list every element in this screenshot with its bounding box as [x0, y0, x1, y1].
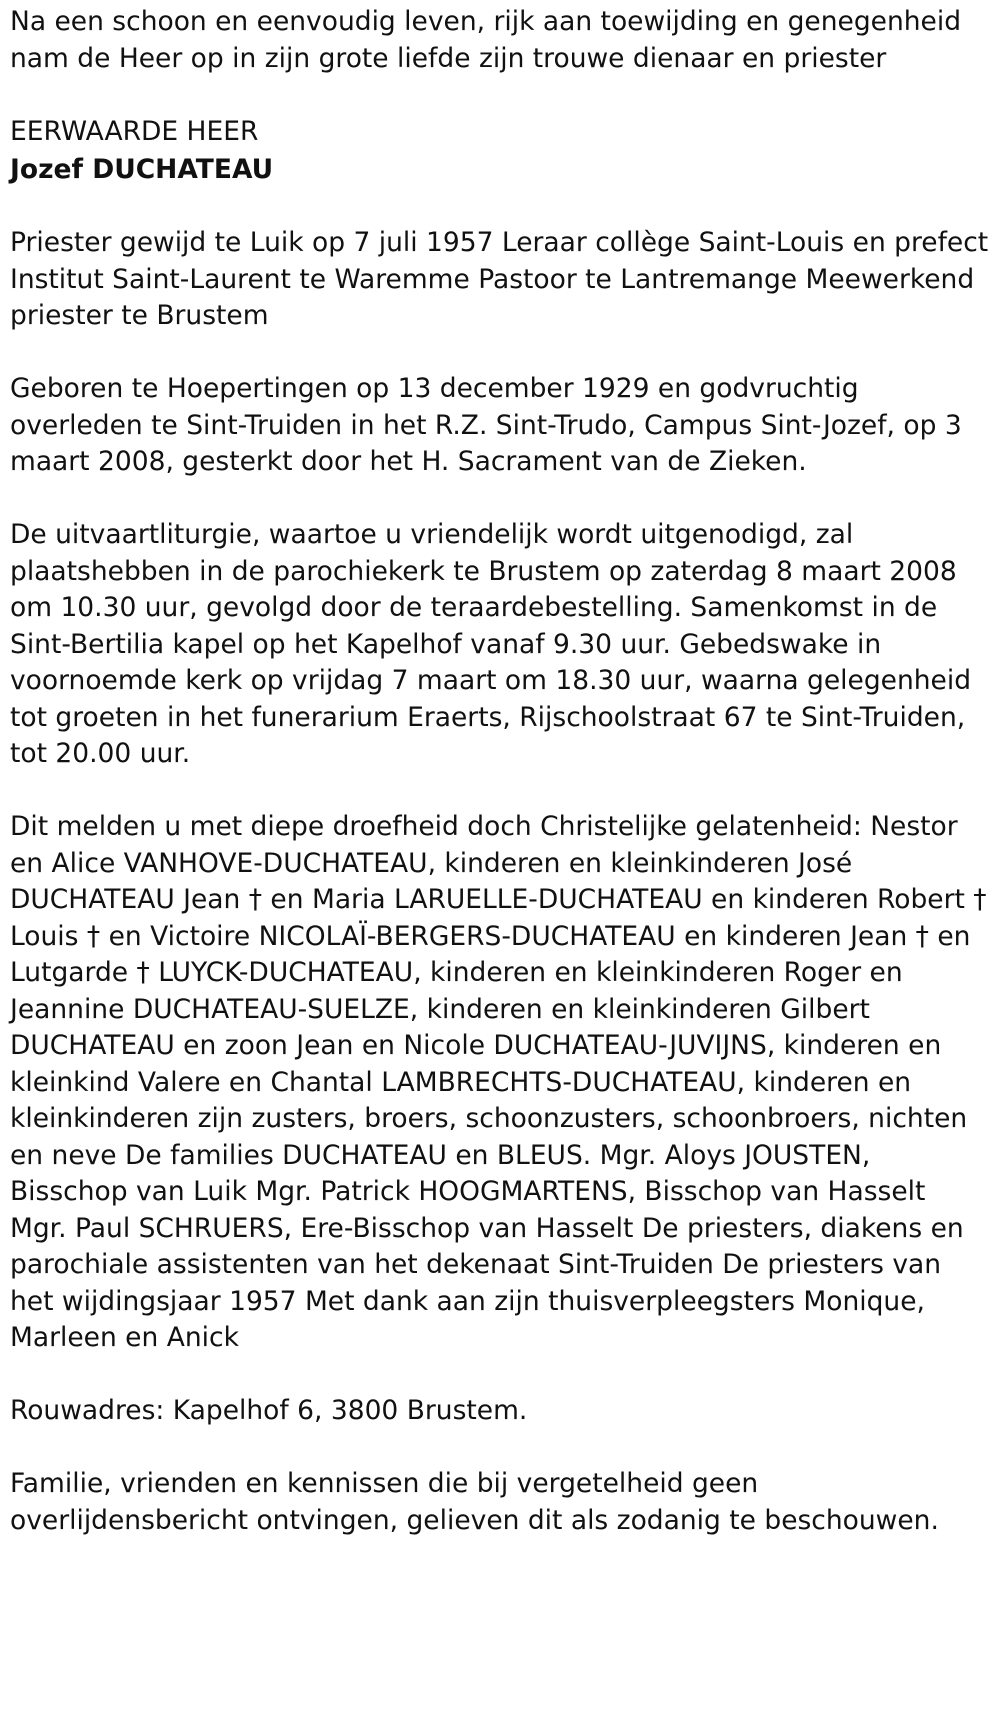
intro-paragraph: Na een schoon en eenvoudig leven, rijk aan toewijding en genegenheid nam de Heer op in zijn grote liefde zijn trouwe dienaar en priester	[10, 6, 962, 74]
career-paragraph: Priester gewijd te Luik op 7 juli 1957 Leraar collège Saint-Louis en prefect Institut Saint-Laurent te Waremme Pastoor te Lantremange Meewerkend priester te Brustem	[10, 227, 989, 331]
obituary-notice	[10, 4, 990, 1576]
closing-paragraph: Familie, vrienden en kennissen die bij vergetelheid geen overlijdensbericht ontvingen, gelieven dit als zodanig te beschouwen.	[10, 1468, 939, 1536]
funeral-paragraph: De uitvaartliturgie, waartoe u vriendelijk wordt uitgenodigd, zal plaatshebben in de parochiekerk te Brustem op zaterdag 8 maart 2008 om 10.30 uur, gevolgd door de teraardebestelling. Samenkomst in de Sint-Bertilia kapel op het Kapelhof vanaf 9.30 uur. Gebedswake in voornoemde kerk op vrijdag 7 maart om 18.30 uur, waarna gelegenheid tot groeten in het funerarium Eraerts, Rijschoolstraat 67 te Sint-Truiden, tot 20.00 uur.	[10, 519, 972, 769]
deceased-name: Jozef DUCHATEAU	[10, 154, 274, 185]
honorific-title: EERWAARDE HEER	[10, 115, 259, 147]
mourning-address: Rouwadres: Kapelhof 6, 3800 Brustem.	[10, 1395, 528, 1426]
birth-death-paragraph: Geboren te Hoepertingen op 13 december 1929 en godvruchtig overleden te Sint-Truiden in het R.Z. Sint-Trudo, Campus Sint-Jozef, op 3 maart 2008, gesterkt door het H. Sacrament van de Zieken.	[10, 373, 962, 477]
deceased-heading	[10, 114, 990, 189]
family-paragraph: Dit melden u met diepe droefheid doch Christelijke gelatenheid: Nestor en Alice VANHOVE-DUCHATEAU, kinderen en kleinkinderen José DUCHATEAU Jean † en Maria LARUELLE-DUCHATEAU en kinderen Robert † Louis † en Victoire NICOLAÏ-BERGERS-DUCHATEAU en kinderen Jean † en Lutgarde † LUYCK-DUCHATEAU, kinderen en kleinkinderen Roger en Jeannine DUCHATEAU-SUELZE, kinderen en kleinkinderen Gilbert DUCHATEAU en zoon Jean en Nicole DUCHATEAU-JUVIJNS, kinderen en kleinkind Valere en Chantal LAMBRECHTS-DUCHATEAU, kinderen en kleinkinderen zijn zusters, broers, schoonzusters, schoonbroers, nichten en neve De families DUCHATEAU en BLEUS. Mgr. Aloys JOUSTEN, Bisschop van Luik Mgr. Patrick HOOGMARTENS, Bisschop van Hasselt Mgr. Paul SCHRUERS, Ere-Bisschop van Hasselt De priesters, diakens en parochiale assistenten van het dekenaat Sint-Truiden De priesters van het wijdingsjaar 1957 Met dank aan zijn thuisverpleegsters Monique, Marleen en Anick	[10, 811, 987, 1353]
